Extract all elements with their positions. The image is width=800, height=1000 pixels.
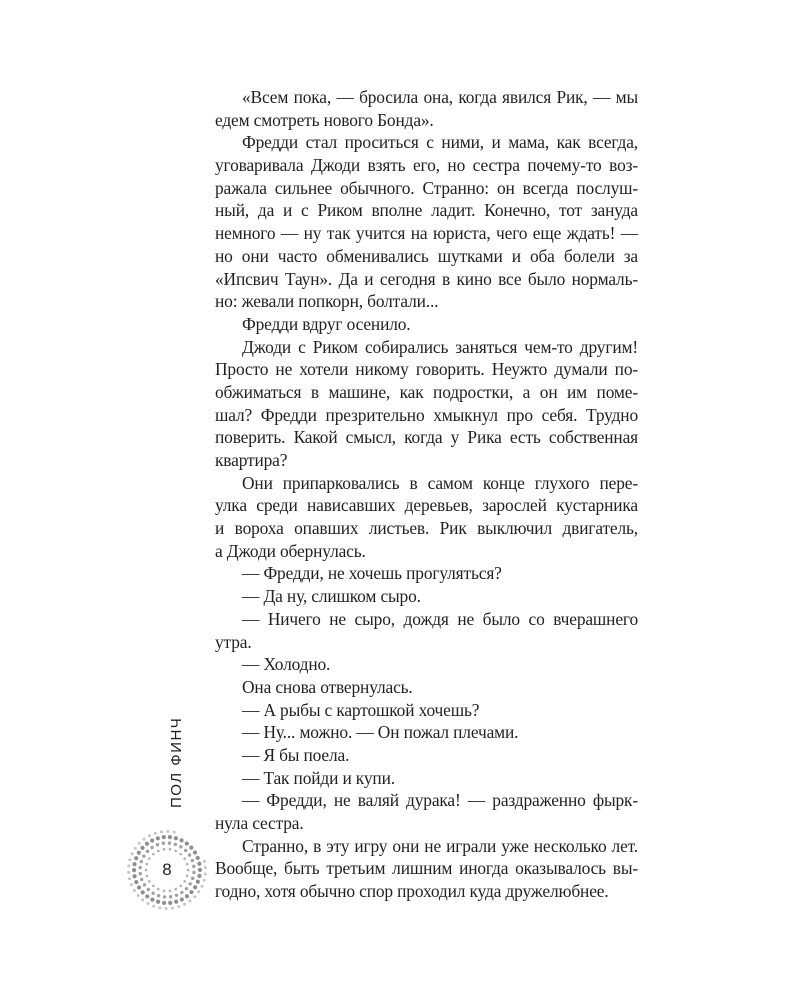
text-line: — А рыбы с картошкой хочешь?	[242, 699, 480, 720]
text-line: ражала сильнее обычного. Странно: он всегда послуш-	[215, 177, 638, 198]
text-line: годно, хотя обычно спор проходил куда дружелюбнее.	[215, 881, 609, 902]
text-line: и вороха опавших листьев. Рик выключил двигатель,	[215, 518, 638, 539]
text-line: Джоди с Риком собирались заняться чем-то другим!	[242, 336, 638, 357]
text-line: улка среди нависавших деревьев, зарослей кустарника	[215, 495, 638, 516]
text-line: — Да ну, слишком сыро.	[242, 586, 421, 607]
text-line: а Джоди обернулась.	[215, 540, 366, 561]
body-text	[215, 86, 638, 903]
text-line: «Всем пока, — бросила она, когда явился Рик, — мы	[242, 87, 638, 107]
text-line: Странно, в эту игру они не играли уже несколько лет.	[242, 835, 638, 856]
page-number-ornament	[127, 830, 207, 910]
text-line: шал? Фредди презрительно хмыкнул про себя. Трудно	[215, 404, 638, 425]
text-line: «Ипсвич Таун». Да и сегодня в кино все было нормаль-	[215, 268, 638, 289]
text-line: — Фредди, не валяй дурака! — раздраженно фырк-	[242, 790, 638, 811]
text-line: ный, да и с Риком вполне ладит. Конечно, тот зануда	[215, 200, 638, 221]
text-line: — Холодно.	[242, 654, 331, 675]
text-line: Просто не хотели никому говорить. Неужто думали по-	[215, 359, 638, 380]
text-line: — Ну... можно. — Он пожал плечами.	[242, 722, 519, 743]
text-line: Фредди стал проситься с ними, и мама, как всегда,	[242, 132, 638, 153]
text-line: немного — ну так учится на юриста, чего еще ждать! —	[215, 223, 638, 244]
text-line: — Я бы поела.	[242, 744, 350, 765]
text-line: Фредди вдруг осенило.	[242, 313, 411, 334]
text-line: Вообще, быть третьим лишним иногда оказывалось вы-	[215, 858, 638, 879]
text-line: — Фредди, не хочешь прогуляться?	[242, 563, 502, 584]
text-line: Они припарковались в самом конце глухого пере-	[242, 472, 638, 493]
text-line: уговаривала Джоди взять его, но сестра почему-то воз-	[215, 155, 638, 176]
text-line: едем смотреть нового Бонда».	[215, 109, 434, 130]
text-line: утра.	[215, 631, 252, 652]
text-line: Она снова отвернулась.	[242, 676, 413, 697]
text-line: но они часто обменивались шутками и оба болели за	[215, 245, 638, 266]
running-head-author: ПОЛ ФИНЧ	[168, 716, 185, 808]
text-line: поверить. Какой смысл, когда у Рика есть собственная	[215, 427, 638, 448]
text-line: квартира?	[215, 450, 288, 470]
text-line: нула сестра.	[215, 813, 304, 833]
text-line: — Ничего не сыро, дождя не было со вчерашнего	[242, 608, 638, 629]
text-line: но: жевали попкорн, болтали...	[215, 291, 439, 312]
text-line: обжиматься в машине, как подростки, а он им поме-	[215, 381, 638, 402]
text-line: — Так пойди и купи.	[242, 767, 395, 788]
page-number: 8	[162, 860, 172, 879]
